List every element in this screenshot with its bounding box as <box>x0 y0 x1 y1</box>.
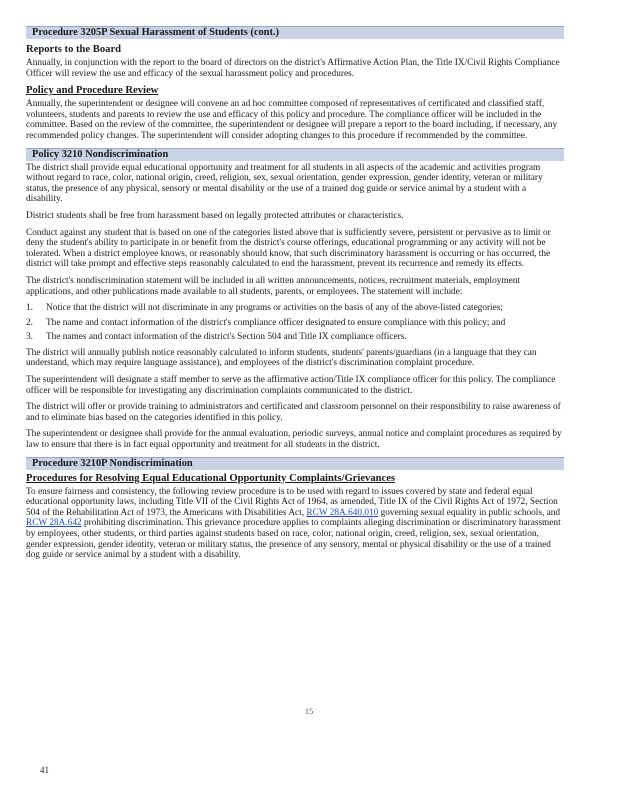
paragraph-review: Annually, the superintendent or designee will convene an ad hoc committee composed of representatives of certificated and classified staff, volunteers, students and parents to review the use and efficacy of this policy and procedure. The compliance officer will be included in the committee. Based on the review of the committee, the superintendent or designee will prepare a report to the board including, if necessary, any recommended policy changes. The superintendent will consider adopting changes to this procedure if recommended by the committee. <box>26 99 558 141</box>
paragraph-grievance <box>26 487 564 561</box>
paragraph-reports: Annually, in conjunction with the report to the board of directors on the district's Affirmative Action Plan, the Title IX/Civil Rights Compliance Officer will review the use and efficacy of the sexual harassment policy and procedures. <box>26 58 560 79</box>
rcw-640-link[interactable]: RCW 28A.640.010 <box>306 507 379 518</box>
document-page <box>26 24 564 567</box>
list-number: 2. <box>26 317 33 328</box>
paragraph-statement: The district's nondiscrimination statement will be included in all written announcements, notices, recruitment materials, employment applications, and other publications made available to all students, parents, or employees. The statement will include: <box>26 275 521 297</box>
page-number: 15 <box>304 706 314 716</box>
list-item <box>26 332 564 343</box>
list-item <box>26 303 564 314</box>
paragraph-evaluation: The superintendent or designee shall provide for the annual evaluation, periodic surveys, annual notice and complaint procedures as required by law to ensure that there is in fact equal opportunity and treatment for all students in the district. <box>26 429 562 451</box>
paragraph-annual-notice: The district will annually publish notice reasonably calculated to inform students, students' parents/guardians (in a language that they can understand, which may require language assistance), and employees of the district's discrimination complaint procedure. <box>26 347 537 369</box>
heading-policy-review: Policy and Procedure Review <box>26 85 159 97</box>
list-text: The names and contact information of the district's Section 504 and Title IX compliance officers. <box>46 332 407 343</box>
paragraph-compliance-officer: The superintendent will designate a staff member to serve as the affirmative action/Title IX compliance officer for this policy. The compliance officer will be responsible for investigating any discrimination complaints communicated to the district. <box>26 375 556 396</box>
list-number: 3. <box>26 332 33 343</box>
grievance-text-c: prohibiting discrimination. This grievance procedure applies to complaints alleging discrimination or discriminatory harassment by employees, other students, or third parties against students based on race, color, national origin, creed, religion, sex, sexual orientation, gender expression, gender identity, veteran or military status, the presence of any sensory, mental or physical disability or the use of a trained dog guide or service animal by a student with a disability. <box>26 518 561 561</box>
list-number: 1. <box>26 303 33 314</box>
section-banner-3205p: Procedure 3205P Sexual Harassment of Students (cont.) <box>26 26 564 39</box>
statement-list <box>26 303 564 343</box>
grievance-text-b: governing sexual equality in public schools, and <box>378 507 561 518</box>
grievance-text-a: To ensure fairness and consistency, the following review procedure is to be used with regard to issues covered by state and federal equal educational opportunity laws, including Title VII of the Civil Rights Act of 1964, as amended, Title IX of the Civil Rights Act of 1972, Section 504 of the Rehabilitation Act of 1973, the Americans with Disabilities Act, <box>26 486 558 518</box>
list-item <box>26 318 564 329</box>
heading-grievance-procedures: Procedures for Resolving Equal Educational Opportunity Complaints/Grievances <box>26 472 396 484</box>
list-text: Notice that the district will not discriminate in any programs or activities on the basis of any of the above-listed categories; <box>46 303 503 314</box>
section-banner-3210: Policy 3210 Nondiscrimination <box>26 148 564 161</box>
paragraph-harassment-free: District students shall be free from harassment based on legally protected attributes or characteristics. <box>26 210 404 221</box>
paragraph-equal-opportunity: The district shall provide equal educational opportunity and treatment for all students in all aspects of the academic and activities program without regard to race, color, national origin, creed, religion, sex, sexual orientation, gender expression, gender identity, veteran or military status, the presence of any physical, sensory or mental disability or the use of a trained dog guide or service animal by a student with a disability. <box>26 162 543 205</box>
footer-number: 41 <box>40 765 49 775</box>
section-banner-3210p: Procedure 3210P Nondiscrimination <box>26 457 564 470</box>
list-text: The name and contact information of the district's compliance officer designated to ensure compliance with this policy; and <box>46 317 506 328</box>
paragraph-conduct: Conduct against any student that is based on one of the categories listed above that is sufficiently severe, persistent or pervasive as to limit or deny the student's ability to participate in or benefit from the district's course offerings, educational programming or any activity will not be tolerated. When a district employee knows, or reasonably should know, that such discriminatory harassment is occurring or has occurred, the district will take prompt and effective steps reasonably calculated to end the harassment, prevent its recurrence and remedy its effects. <box>26 227 551 270</box>
rcw-642-link[interactable]: RCW 28A.642 <box>26 518 82 529</box>
heading-reports-to-board: Reports to the Board <box>26 44 122 55</box>
paragraph-training: The district will offer or provide training to administrators and certificated and classroom personnel on their responsibility to raise awareness of and to eliminate bias based on the categories identified in this policy. <box>26 402 561 423</box>
